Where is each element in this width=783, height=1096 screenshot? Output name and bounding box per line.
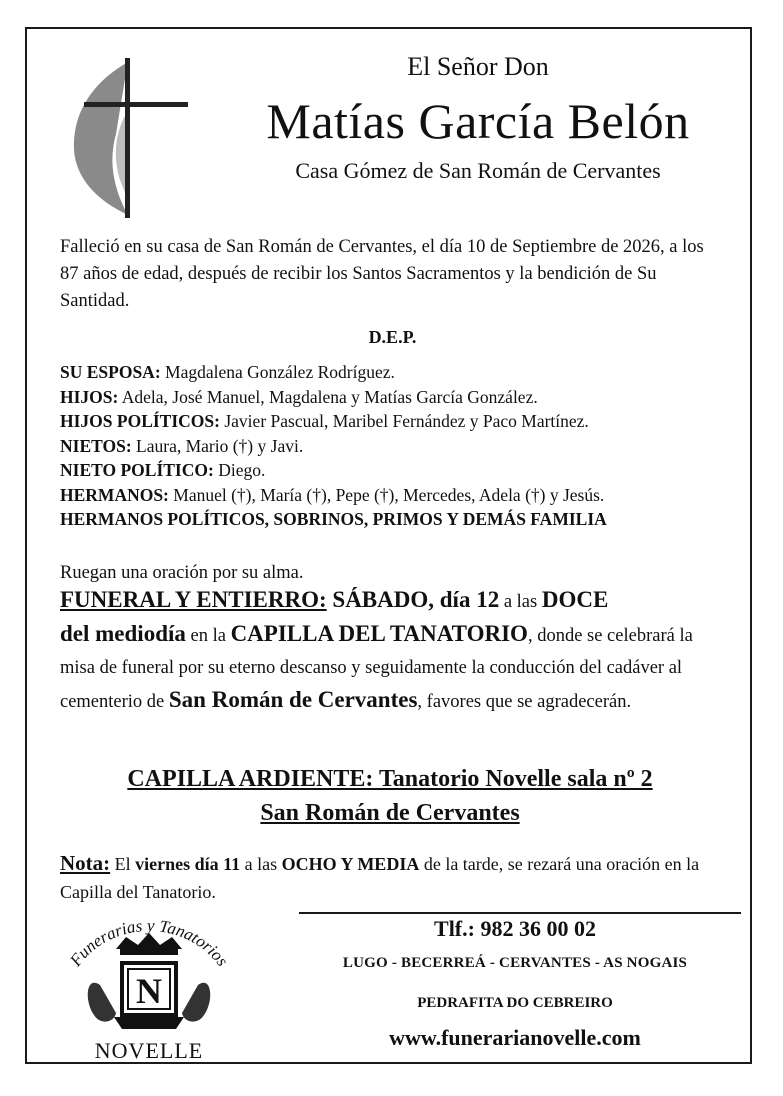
- dep-heading: D.E.P.: [368, 327, 417, 347]
- family-value: Laura, Mario (†) y Javi.: [131, 435, 304, 456]
- family-value: Diego.: [213, 460, 266, 480]
- funeral-cemetery: San Román de Cervantes: [168, 687, 418, 712]
- family-label: NIETOS:: [60, 435, 132, 456]
- cross-icon: [56, 50, 196, 220]
- family-row-wife: [60, 360, 740, 385]
- family-label: HERMANOS:: [60, 484, 169, 505]
- chapel-line-2: San Román de Cervantes: [260, 800, 520, 826]
- family-value: Magdalena González Rodríguez.: [160, 362, 395, 382]
- logo-arc-text: Funerarias y Tanatorios: [66, 915, 233, 970]
- funeral-noon: del mediodía: [60, 621, 186, 646]
- funeral-time: DOCE: [541, 587, 609, 612]
- prayer-request: Ruegan una oración por su alma.: [60, 563, 304, 583]
- funeral-text: en la: [185, 626, 231, 646]
- logo-name: NOVELLE: [94, 1038, 204, 1063]
- note-text: de la tarde, se rezará una oración en la Capilla del Tanatorio.: [60, 854, 700, 902]
- family-row-rest: HERMANOS POLÍTICOS, SOBRINOS, PRIMOS Y DEMÁS FAMILIA: [60, 509, 607, 529]
- family-row-children: [60, 385, 740, 410]
- locations-line-2: PEDRAFITA DO CEBREIRO: [417, 995, 613, 1011]
- note-day: viernes día 11: [135, 854, 241, 874]
- chapel-info: [40, 762, 740, 830]
- residence: Casa Gómez de San Román de Cervantes: [295, 158, 661, 183]
- note-label: Nota:: [60, 851, 111, 875]
- family-row-children-in-law: [60, 409, 740, 434]
- note-text: a las: [240, 854, 282, 874]
- family-value: Adela, José Manuel, Magdalena y Matías García González.: [118, 386, 538, 407]
- divider: [299, 912, 741, 914]
- family-label: HIJOS:: [60, 386, 119, 407]
- note-text: El: [110, 854, 136, 874]
- phone-number: Tlf.: 982 36 00 02: [434, 916, 596, 941]
- family-list: [60, 360, 740, 532]
- funeral-label: FUNERAL Y ENTIERRO:: [60, 587, 327, 612]
- funeral-text: , donde se celebrará la misa de funeral por su eterno descanso y seguidamente la conducción del cadáver al cementerio de: [60, 626, 693, 712]
- note-time: OCHO Y MEDIA: [281, 854, 420, 874]
- family-row-siblings: [60, 483, 740, 508]
- funeral-place: CAPILLA DEL TANATORIO: [230, 621, 528, 646]
- family-row-grandchildren: [60, 434, 740, 459]
- funeral-text: a las: [499, 592, 542, 612]
- deceased-name: Matías García Belón: [266, 93, 690, 149]
- family-value: Javier Pascual, Maribel Fernández y Paco Martínez.: [219, 411, 589, 431]
- website-link[interactable]: www.funerarianovelle.com: [389, 1025, 641, 1050]
- novelle-logo: [44, 905, 254, 1065]
- family-value: Manuel (†), María (†), Pepe (†), Mercedes, Adela (†) y Jesús.: [168, 484, 605, 505]
- chapel-line-1: CAPILLA ARDIENTE: Tanatorio Novelle sala nº 2: [127, 766, 653, 792]
- funeral-day: SÁBADO, día 12: [326, 587, 500, 612]
- family-label: HIJOS POLÍTICOS:: [60, 411, 220, 431]
- death-announcement: Falleció en su casa de San Román de Cervantes, el día 10 de Septiembre de 2026, a los 87 años de edad, después de recibir los Santos Sacramentos y la bendición de Su Santidad.: [60, 237, 704, 311]
- locations-line-1: LUGO - BECERREÁ - CERVANTES - AS NOGAIS: [342, 955, 688, 971]
- header-prefix: El Señor Don: [407, 52, 549, 81]
- family-label: NIETO POLÍTICO:: [60, 460, 214, 480]
- funeral-details: [60, 584, 730, 718]
- funeral-text: , favores que se agradecerán.: [417, 692, 632, 712]
- logo-letter: N: [136, 971, 162, 1011]
- note: [60, 849, 730, 906]
- family-label: SU ESPOSA:: [60, 362, 161, 382]
- family-row-grandchild-in-law: [60, 458, 740, 483]
